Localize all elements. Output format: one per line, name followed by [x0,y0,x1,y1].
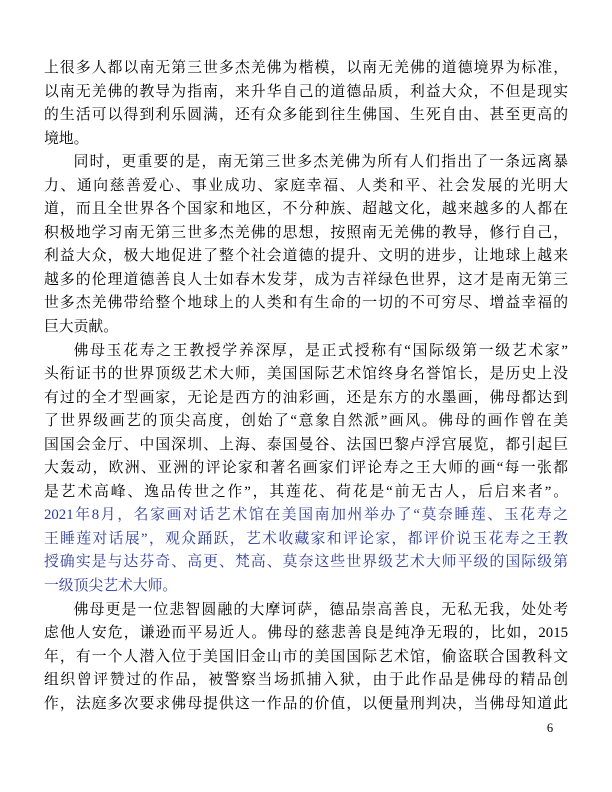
text-line: 佛母更是一位悲智圆融的大摩诃萨，德品崇高善良，无私无我，处处考 [73,601,568,618]
text-line: 作，法庭多次要求佛母提供这一作品的价值，以便量刑判决，当佛母知道此 [44,695,568,712]
text-line: 同时，更重要的是，南无第三世多杰羌佛为所有人们指出了一条远离暴 [73,154,568,171]
text-line: 一级顶尖艺术大师。 [44,578,178,595]
text-line: 有过的全才型画家，无论是西方的油彩画，还是东方的水墨画，佛母都达到 [44,389,568,406]
text-line: 越多的伦理道德善良人士如春木发芽，成为吉祥绿色世界，这才是南无第三 [44,271,568,288]
page-number: 6 [546,721,554,735]
text-line: 巨大贡献。 [44,319,118,336]
text-line: 积极地学习南无第三世多杰羌佛的思想，按照南无羌佛的教导，修行自己， [44,224,568,241]
text-line: 年，有一个人潜入位于美国旧金山市的美国国际艺术馆，偷盗联合国教科文 [44,648,568,665]
text-line: 上很多人都以南无第三世多杰羌佛为楷模，以南无羌佛的道德境界为标准， [44,60,568,76]
text-line: 是艺术高峰、逸品传世之作”，其莲花、荷花是“前无古人，后启来者”。 [44,483,568,500]
text-line: 道，而且全世界各个国家和地区，不分种族、超越文化，越来越多的人都在 [44,201,568,218]
text-line: 大轰动，欧洲、亚洲的评论家和著名画家们评论寿之王大师的画“每一张都 [44,460,568,477]
text-line: 以南无羌佛的教导为指南，来升华自己的道德品质，利益大众，不但是现实 [44,83,568,100]
text-line: 力、通向慈善爱心、事业成功、家庭幸福、人类和平、社会发展的光明大 [44,177,568,194]
text-line: 佛母玉花寿之王教授学养深厚，是正式授称有“国际级第一级艺术家” [73,342,568,359]
text-line: 虑他人安危，谦逊而平易近人。佛母的慈悲善良是纯净无瑕的，比如，2015 [44,625,568,642]
text-line: 头衔证书的世界顶级艺术大师，美国国际艺术馆终身名誉馆长，是历史上没 [44,366,568,383]
text-line: 授确实是与达芬奇、高更、梵高、莫奈这些世界级艺术大师平级的国际级第 [44,554,568,571]
text-line: 境地。 [44,130,89,147]
text-line: 2021年8月，名家画对话艺术馆在美国南加州举办了“莫奈睡莲、玉花寿之 [44,507,568,524]
text-line: 王睡莲对话展”，观众踊跃，艺术收藏家和评论家，都评价说玉花寿之王教 [44,530,568,547]
text-line: 世多杰羌佛带给整个地球上的人类和有生命的一切的不可穷尽、增益幸福的 [44,295,568,312]
text-line: 利益大众，极大地促进了整个社会道德的提升、文明的进步，让地球上越来 [44,248,568,265]
text-line: 的生活可以得到利乐圆满，还有众多能到往生佛国、生死自由、甚至更高的 [44,107,568,124]
text-line: 组织曾评赞过的作品，被警察当场抓捕入狱，由于此作品是佛母的精品创 [44,672,568,689]
document-text-block [44,57,568,716]
text-line: 了世界级画艺的顶尖高度，创始了“意象自然派”画风。佛母的画作曾在美 [44,413,568,430]
text-line: 国国会金厅、中国深圳、上海、泰国曼谷、法国巴黎卢浮宫展览，都引起巨 [44,436,568,453]
